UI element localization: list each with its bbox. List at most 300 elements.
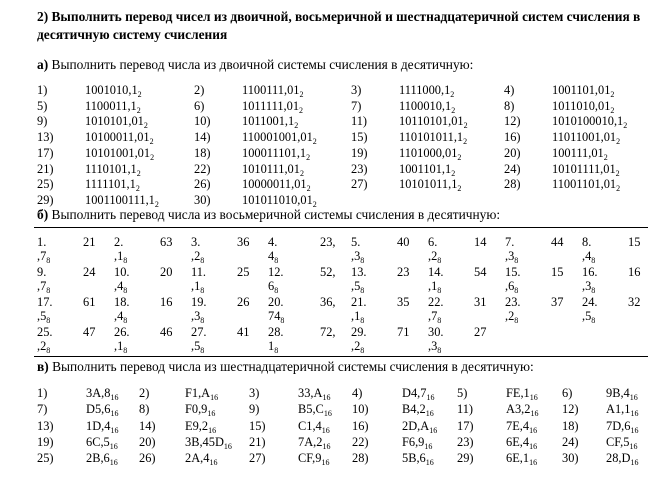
number-value: 1100011,1 bbox=[85, 98, 137, 113]
number-base: 16 bbox=[429, 425, 438, 435]
section-b-text: Выполнить перевод числа из восьмеричной системы счисления в десятичную: bbox=[51, 207, 501, 222]
hex-item bbox=[185, 419, 216, 433]
number-base: 8 bbox=[437, 346, 442, 355]
binary-item bbox=[85, 130, 154, 147]
item-number: 14) bbox=[139, 418, 156, 433]
item-number: 14. bbox=[428, 265, 444, 279]
number-base: 2 bbox=[463, 137, 468, 147]
item-number: 11) bbox=[351, 114, 368, 129]
item-number: 19) bbox=[37, 434, 54, 449]
hex-item bbox=[606, 435, 637, 449]
number-base: 8 bbox=[360, 286, 365, 295]
number-value: ,3 bbox=[428, 339, 438, 353]
hex-item bbox=[402, 402, 434, 419]
number-base: 16 bbox=[529, 441, 538, 451]
section-a-prefix: а) bbox=[37, 57, 49, 72]
number-value: B4,2 bbox=[402, 402, 426, 417]
item-number: 3) bbox=[249, 386, 260, 400]
number-value: 9B,4 bbox=[606, 386, 630, 400]
item-number: 3) bbox=[351, 83, 362, 97]
number-base: 2 bbox=[457, 184, 462, 194]
hex-item bbox=[86, 402, 119, 419]
binary-item bbox=[552, 146, 608, 160]
octal-integer-part: 47 bbox=[83, 325, 96, 339]
section-b-heading bbox=[37, 207, 500, 223]
item-number: 6) bbox=[562, 386, 573, 400]
item-number: 8. bbox=[582, 235, 592, 249]
item-number: 19. bbox=[191, 295, 207, 309]
item-number: 25) bbox=[37, 177, 54, 192]
task-title: 2) Выполнить перевод чисел из двоичной, восьмеричной и шестнадцатеричной систем счисления в десятичную систему счисления bbox=[37, 9, 641, 42]
number-base: 2 bbox=[450, 90, 455, 99]
octal-integer-part: 14 bbox=[474, 235, 487, 249]
octal-integer-part: 16 bbox=[628, 265, 641, 279]
number-value: 3B,45D bbox=[185, 434, 224, 449]
binary-item bbox=[85, 99, 141, 113]
item-number: 22) bbox=[352, 434, 369, 449]
number-base: 2 bbox=[137, 90, 142, 99]
hex-item bbox=[402, 419, 437, 433]
item-number: 29) bbox=[457, 451, 474, 466]
item-number: 26) bbox=[194, 177, 211, 192]
item-number: 12. bbox=[268, 265, 284, 279]
binary-item bbox=[552, 162, 620, 176]
number-base: 8 bbox=[46, 316, 51, 325]
binary-item bbox=[399, 177, 462, 194]
number-base: 8 bbox=[591, 256, 596, 265]
number-value: B5,C bbox=[298, 402, 324, 417]
octal-fraction-part bbox=[351, 279, 364, 293]
number-base: 8 bbox=[274, 256, 279, 265]
binary-item bbox=[399, 162, 455, 176]
number-base: 8 bbox=[360, 346, 365, 355]
number-value: 28,D bbox=[606, 451, 631, 466]
number-base: 16 bbox=[322, 441, 331, 451]
number-value: 1100111,01 bbox=[242, 83, 300, 97]
number-base: 8 bbox=[360, 256, 365, 265]
item-number: 12) bbox=[504, 114, 521, 129]
number-base: 16 bbox=[424, 441, 433, 451]
number-value: ,4 bbox=[114, 279, 124, 293]
number-value: 1001101,01 bbox=[552, 83, 611, 97]
octal-integer-part: 54 bbox=[474, 265, 487, 279]
number-base: 8 bbox=[46, 286, 51, 295]
number-value: 2D,A bbox=[402, 418, 430, 433]
binary-item bbox=[399, 146, 461, 160]
number-base: 8 bbox=[123, 286, 128, 295]
number-base: 16 bbox=[110, 393, 119, 402]
octal-fraction-part bbox=[505, 279, 518, 293]
item-number: 5. bbox=[351, 235, 361, 249]
octal-integer-part: 46 bbox=[160, 325, 173, 339]
octal-integer-part: 40 bbox=[397, 235, 410, 249]
number-base: 16 bbox=[321, 458, 330, 468]
number-value: A1,1 bbox=[606, 402, 631, 417]
number-value: 10101111,01 bbox=[552, 161, 616, 176]
octal-fraction-part bbox=[428, 309, 441, 323]
number-base: 2 bbox=[457, 152, 462, 162]
number-value: ,3 bbox=[505, 249, 515, 263]
section-b-prefix: б) bbox=[37, 207, 49, 222]
number-base: 8 bbox=[591, 286, 596, 295]
hex-item bbox=[298, 435, 330, 449]
binary-item bbox=[242, 99, 303, 113]
number-base: 2 bbox=[299, 90, 304, 99]
number-base: 2 bbox=[143, 121, 148, 131]
number-value: 11001101,01 bbox=[552, 177, 617, 192]
hex-item bbox=[86, 386, 118, 400]
item-number: 14) bbox=[194, 130, 211, 145]
number-value: C1,4 bbox=[298, 418, 322, 433]
hex-item bbox=[402, 451, 434, 468]
octal-fraction-part bbox=[268, 309, 284, 323]
number-value: ,6 bbox=[505, 279, 515, 293]
number-value: E9,2 bbox=[185, 418, 209, 433]
number-value: A3,2 bbox=[506, 402, 531, 417]
number-value: ,5 bbox=[351, 279, 361, 293]
number-base: 8 bbox=[280, 316, 285, 325]
number-base: 16 bbox=[321, 425, 330, 435]
octal-fraction-part bbox=[428, 249, 441, 263]
item-number: 15) bbox=[351, 130, 368, 145]
number-base: 2 bbox=[623, 121, 628, 131]
table-top-border bbox=[34, 227, 648, 228]
item-number: 9) bbox=[249, 402, 260, 417]
item-number: 13) bbox=[37, 418, 54, 433]
binary-item bbox=[399, 130, 468, 147]
binary-item bbox=[242, 83, 303, 97]
octal-integer-part: 20 bbox=[160, 265, 173, 279]
number-base: 16 bbox=[322, 393, 331, 402]
binary-item bbox=[85, 162, 141, 176]
item-number: 23) bbox=[457, 434, 474, 449]
item-number: 16. bbox=[582, 265, 598, 279]
number-base: 2 bbox=[299, 168, 304, 178]
octal-fraction-part bbox=[505, 309, 518, 323]
binary-item bbox=[399, 99, 455, 113]
item-number: 13. bbox=[351, 265, 367, 279]
number-base: 16 bbox=[109, 441, 118, 451]
item-number: 15) bbox=[249, 418, 266, 433]
number-base: 2 bbox=[149, 137, 154, 147]
number-value: F0,9 bbox=[185, 402, 208, 417]
number-value: 1011001,1 bbox=[242, 114, 295, 129]
item-number: 12) bbox=[562, 402, 579, 417]
item-number: 7. bbox=[505, 235, 515, 249]
octal-fraction-part bbox=[428, 339, 441, 353]
hex-item bbox=[298, 386, 330, 400]
octal-integer-part: 63 bbox=[160, 235, 173, 249]
number-value: 10000011,01 bbox=[242, 177, 307, 192]
item-number: 1) bbox=[37, 386, 48, 400]
number-value: 10101011,1 bbox=[399, 177, 458, 192]
number-base: 16 bbox=[630, 425, 639, 435]
number-base: 8 bbox=[123, 346, 128, 355]
number-base: 2 bbox=[306, 152, 311, 162]
number-value: 1001101,1 bbox=[399, 161, 452, 176]
item-number: 25. bbox=[37, 325, 53, 339]
item-number: 18. bbox=[114, 295, 130, 309]
number-value: 1001010,1 bbox=[85, 83, 138, 97]
number-value: FE,1 bbox=[506, 386, 530, 400]
number-value: 33,A bbox=[298, 386, 323, 400]
item-number: 18) bbox=[562, 418, 579, 433]
number-value: 1010100010,1 bbox=[552, 114, 624, 129]
number-base: 16 bbox=[629, 393, 638, 402]
octal-integer-part: 21 bbox=[83, 235, 96, 249]
number-value: 7A,2 bbox=[298, 434, 323, 449]
number-value: 100011101,1 bbox=[242, 145, 307, 160]
octal-fraction-part bbox=[37, 339, 50, 353]
hex-item bbox=[185, 402, 216, 419]
item-number: 17) bbox=[457, 418, 474, 433]
number-base: 16 bbox=[425, 409, 434, 419]
number-value: CF,5 bbox=[606, 434, 630, 449]
number-base: 16 bbox=[109, 458, 118, 468]
number-value: 110001001,01 bbox=[242, 130, 313, 145]
binary-item bbox=[242, 177, 311, 194]
number-base: 16 bbox=[630, 458, 639, 468]
item-number: 17. bbox=[37, 295, 53, 309]
octal-fraction-part bbox=[268, 339, 278, 353]
number-value: ,4 bbox=[582, 249, 592, 263]
item-number: 8) bbox=[139, 402, 150, 417]
number-base: 2 bbox=[136, 168, 141, 178]
item-number: 28. bbox=[268, 325, 284, 339]
item-number: 20. bbox=[268, 295, 284, 309]
number-value: ,2 bbox=[428, 249, 438, 263]
number-base: 2 bbox=[154, 199, 159, 209]
binary-item bbox=[552, 177, 621, 194]
number-value: D4,7 bbox=[402, 386, 427, 400]
number-value: 2A,4 bbox=[185, 451, 210, 466]
number-base: 16 bbox=[630, 409, 639, 419]
number-value: ,3 bbox=[582, 279, 592, 293]
table-bottom-border bbox=[34, 356, 648, 357]
octal-fraction-part bbox=[37, 309, 50, 323]
hex-item bbox=[506, 402, 539, 419]
item-number: 30) bbox=[194, 192, 211, 207]
item-number: 21) bbox=[249, 434, 266, 449]
number-value: F1,A bbox=[185, 386, 211, 400]
octal-integer-part: 71 bbox=[397, 325, 410, 339]
octal-fraction-part bbox=[582, 279, 595, 293]
number-value: 100111,01 bbox=[552, 145, 604, 160]
number-base: 16 bbox=[223, 441, 232, 451]
number-value: 1111000,1 bbox=[399, 83, 451, 97]
number-base: 2 bbox=[451, 168, 456, 178]
item-number: 6. bbox=[428, 235, 438, 249]
octal-fraction-part bbox=[114, 279, 127, 293]
item-number: 20) bbox=[139, 434, 156, 449]
octal-integer-part: 44 bbox=[551, 235, 564, 249]
item-number: 3. bbox=[191, 235, 201, 249]
number-value: 6E,1 bbox=[506, 451, 530, 466]
octal-integer-part: 52, bbox=[320, 265, 336, 279]
number-value: ,5 bbox=[37, 309, 47, 323]
number-value: ,1 bbox=[114, 339, 124, 353]
binary-item bbox=[85, 83, 142, 97]
number-base: 16 bbox=[208, 425, 217, 435]
binary-item bbox=[242, 162, 304, 176]
number-value: 7E,4 bbox=[506, 418, 530, 433]
binary-item bbox=[242, 130, 317, 147]
hex-item bbox=[185, 451, 218, 468]
item-number: 28) bbox=[504, 177, 521, 192]
item-number: 11. bbox=[191, 265, 207, 279]
section-a-text: Выполнить перевод числа из двоичной системы счисления в десятичную: bbox=[51, 57, 474, 72]
binary-item bbox=[552, 83, 614, 97]
number-base: 8 bbox=[360, 316, 365, 325]
number-base: 2 bbox=[603, 152, 608, 162]
octal-fraction-part bbox=[268, 279, 278, 293]
item-number: 23) bbox=[351, 161, 368, 176]
octal-fraction-part bbox=[114, 249, 127, 263]
number-base: 8 bbox=[200, 256, 205, 265]
number-base: 2 bbox=[312, 199, 317, 209]
hex-item bbox=[298, 419, 330, 433]
number-base: 8 bbox=[46, 346, 51, 355]
item-number: 26. bbox=[114, 325, 130, 339]
number-value: ,5 bbox=[191, 339, 201, 353]
hex-item bbox=[506, 419, 537, 433]
number-base: 16 bbox=[425, 458, 434, 468]
number-value: 10100011,01 bbox=[85, 130, 150, 145]
item-number: 23. bbox=[505, 295, 521, 309]
number-value: ,4 bbox=[114, 309, 124, 323]
number-value: 110101011,1 bbox=[399, 130, 464, 145]
item-number: 24. bbox=[582, 295, 598, 309]
item-number: 21) bbox=[37, 161, 54, 176]
number-value: ,3 bbox=[191, 309, 201, 323]
number-value: ,3 bbox=[351, 249, 361, 263]
number-value: ,2 bbox=[505, 309, 515, 323]
number-value: 10110101,01 bbox=[399, 114, 464, 129]
binary-item bbox=[399, 83, 454, 97]
number-base: 16 bbox=[110, 409, 119, 419]
number-value: ,1 bbox=[191, 279, 201, 293]
number-value: ,2 bbox=[191, 249, 201, 263]
binary-item bbox=[85, 193, 159, 207]
number-base: 2 bbox=[610, 105, 615, 115]
octal-fraction-part bbox=[351, 339, 364, 353]
number-base: 2 bbox=[299, 105, 304, 115]
item-number: 9) bbox=[37, 114, 48, 129]
number-value: 101011010,01 bbox=[242, 192, 313, 207]
hex-item bbox=[606, 451, 639, 468]
octal-integer-part: 23 bbox=[397, 265, 410, 279]
item-number: 27) bbox=[351, 177, 368, 192]
octal-fraction-part bbox=[582, 249, 595, 263]
number-value: 1010111,01 bbox=[242, 161, 300, 176]
item-number: 4. bbox=[268, 235, 278, 249]
octal-integer-part: 16 bbox=[160, 295, 173, 309]
hex-item bbox=[606, 386, 638, 400]
number-base: 8 bbox=[437, 286, 442, 295]
number-value: ,5 bbox=[582, 309, 592, 323]
octal-integer-part: 36 bbox=[237, 235, 250, 249]
number-base: 8 bbox=[591, 316, 596, 325]
item-number: 4) bbox=[504, 83, 515, 97]
item-number: 9. bbox=[37, 265, 47, 279]
number-value: CF,9 bbox=[298, 451, 322, 466]
item-number: 18) bbox=[194, 145, 211, 160]
number-base: 8 bbox=[274, 346, 279, 355]
octal-fraction-part bbox=[582, 309, 595, 323]
octal-fraction-part bbox=[191, 309, 204, 323]
item-number: 21. bbox=[351, 295, 367, 309]
octal-fraction-part bbox=[114, 339, 127, 353]
hex-item bbox=[185, 386, 218, 400]
number-value: ,7 bbox=[37, 249, 47, 263]
octal-integer-part: 61 bbox=[83, 295, 96, 309]
number-value: 1011111,01 bbox=[242, 98, 300, 113]
octal-fraction-part bbox=[37, 279, 50, 293]
number-value: 3A,8 bbox=[86, 386, 111, 400]
number-base: 8 bbox=[200, 346, 205, 355]
number-value: 4 bbox=[268, 249, 275, 263]
item-number: 30. bbox=[428, 325, 444, 339]
number-base: 8 bbox=[46, 256, 51, 265]
section-c-text: Выполнить перевод числа из шестнадцатеричной системы счисления в десятичную: bbox=[52, 359, 534, 374]
item-number: 24) bbox=[562, 434, 579, 449]
hex-item bbox=[298, 402, 332, 419]
number-base: 16 bbox=[530, 409, 539, 419]
octal-fraction-part bbox=[37, 249, 50, 263]
item-number: 15. bbox=[505, 265, 521, 279]
hex-item bbox=[86, 435, 118, 449]
item-number: 5) bbox=[457, 386, 468, 400]
binary-item bbox=[242, 146, 310, 160]
number-base: 16 bbox=[210, 393, 219, 402]
octal-integer-part: 41 bbox=[237, 325, 250, 339]
hex-item bbox=[298, 451, 330, 468]
binary-item bbox=[85, 146, 154, 160]
number-value: F6,9 bbox=[402, 434, 425, 449]
number-base: 8 bbox=[274, 286, 279, 295]
number-value: 1100010,1 bbox=[399, 98, 452, 113]
item-number: 5) bbox=[37, 98, 48, 113]
number-value: 5B,6 bbox=[402, 451, 426, 466]
binary-item bbox=[399, 114, 468, 131]
number-base: 2 bbox=[451, 105, 456, 115]
item-number: 25) bbox=[37, 451, 54, 466]
item-number: 7) bbox=[37, 402, 48, 417]
item-number: 24) bbox=[504, 161, 521, 176]
hex-item bbox=[86, 419, 118, 433]
section-a-heading bbox=[37, 57, 473, 73]
octal-integer-part: 24 bbox=[83, 265, 96, 279]
number-value: ,2 bbox=[351, 339, 361, 353]
item-number: 1. bbox=[37, 235, 47, 249]
octal-integer-part: 37 bbox=[551, 295, 564, 309]
item-number: 10) bbox=[194, 114, 211, 129]
item-number: 26) bbox=[139, 451, 156, 466]
number-value: 1111101,1 bbox=[85, 177, 136, 192]
octal-fraction-part bbox=[191, 249, 204, 263]
item-number: 11) bbox=[457, 402, 474, 417]
number-value: 6 bbox=[268, 279, 275, 293]
number-base: 16 bbox=[426, 393, 435, 402]
hex-item bbox=[506, 386, 538, 400]
hex-item bbox=[506, 435, 537, 449]
number-base: 8 bbox=[123, 316, 128, 325]
binary-item bbox=[552, 130, 621, 147]
item-number: 20) bbox=[504, 145, 521, 160]
item-number: 2. bbox=[114, 235, 124, 249]
item-number: 7) bbox=[351, 98, 362, 113]
item-number: 4) bbox=[352, 386, 363, 400]
